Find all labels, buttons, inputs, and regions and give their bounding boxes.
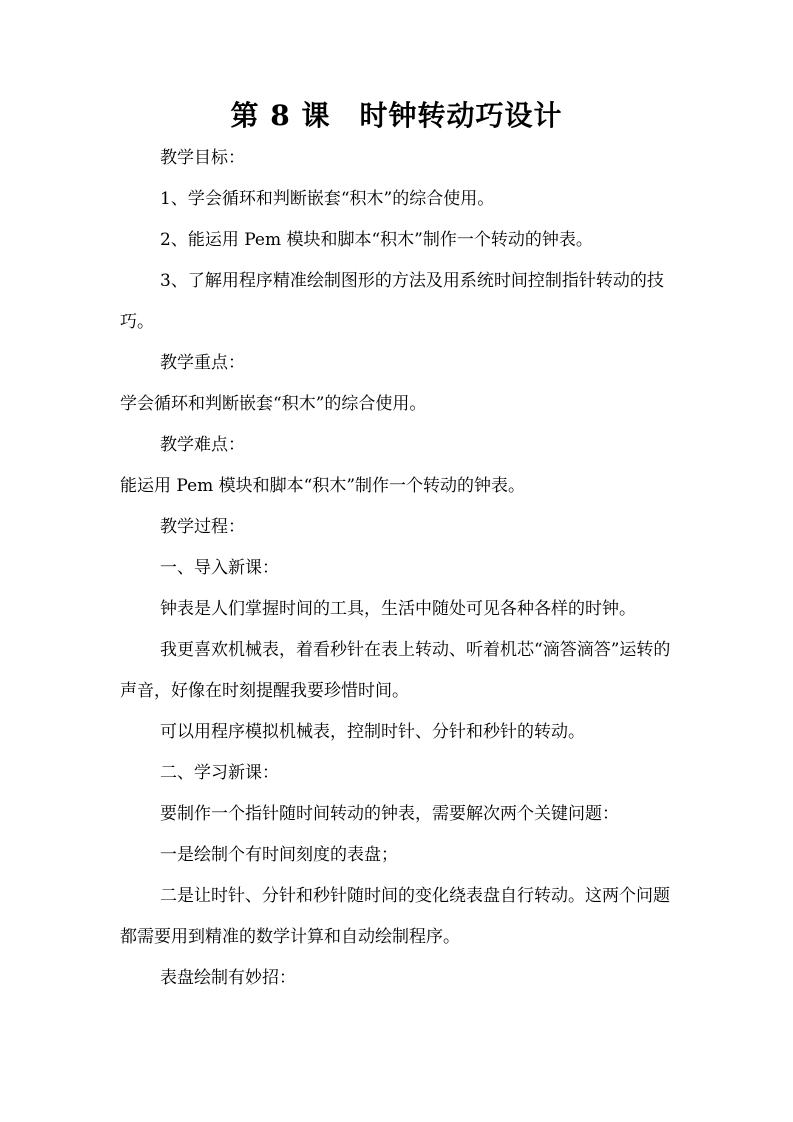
paragraph-difficulties: 能运用 Pem 模块和脚本“积木”制作一个转动的钟表。: [120, 476, 526, 496]
paragraph-key-points: 学会循环和判断嵌套“积木”的综合使用。: [120, 394, 427, 414]
paragraph-objective-3: 3、了解用程序精准绘制图形的方法及用系统时间控制指针转动的技巧。: [120, 271, 664, 332]
paragraph-objective-2: 2、能运用 Pem 模块和脚本“积木”制作一个转动的钟表。: [160, 230, 593, 250]
paragraph-intro-2: 我更喜欢机械表，着看秒针在表上转动、听着机芯“滴答滴答”运转的声音，好像在时刻提醒我要珍惜时间。: [120, 640, 671, 701]
paragraph-key-points-heading: 教学重点：: [160, 353, 245, 373]
page-title: 第 8 课 时钟转动巧设计: [230, 99, 563, 132]
paragraph-objective-1: 1、学会循环和判断嵌套“积木”的综合使用。: [160, 189, 495, 209]
paragraph-section-2-heading: 二、学习新课：: [160, 763, 279, 783]
paragraph-learn-1: 要制作一个指针随时间转动的钟表，需要解次两个关键问题：: [160, 804, 619, 824]
paragraph-learn-3: 二是让时针、分针和秒针随时间的变化绕表盘自行转动。这两个问题都需要用到精准的数学计算和自动绘制程序。: [120, 886, 670, 947]
paragraph-intro-3: 可以用程序模拟机械表，控制时针、分针和秒针的转动。: [160, 722, 585, 742]
paragraph-difficulties-heading: 教学难点：: [160, 435, 245, 455]
paragraph-learn-4: 表盘绘制有妙招：: [160, 968, 296, 988]
paragraph-learn-2: 一是绘制个有时间刻度的表盘；: [160, 845, 398, 865]
paragraph-process-heading: 教学过程：: [160, 517, 245, 537]
paragraph-section-1-heading: 一、导入新课：: [160, 558, 279, 578]
paragraph-intro-1: 钟表是人们掌握时间的工具，生活中随处可见各种各样的时钟。: [160, 599, 636, 619]
paragraph-objectives-heading: 教学目标：: [160, 148, 245, 168]
